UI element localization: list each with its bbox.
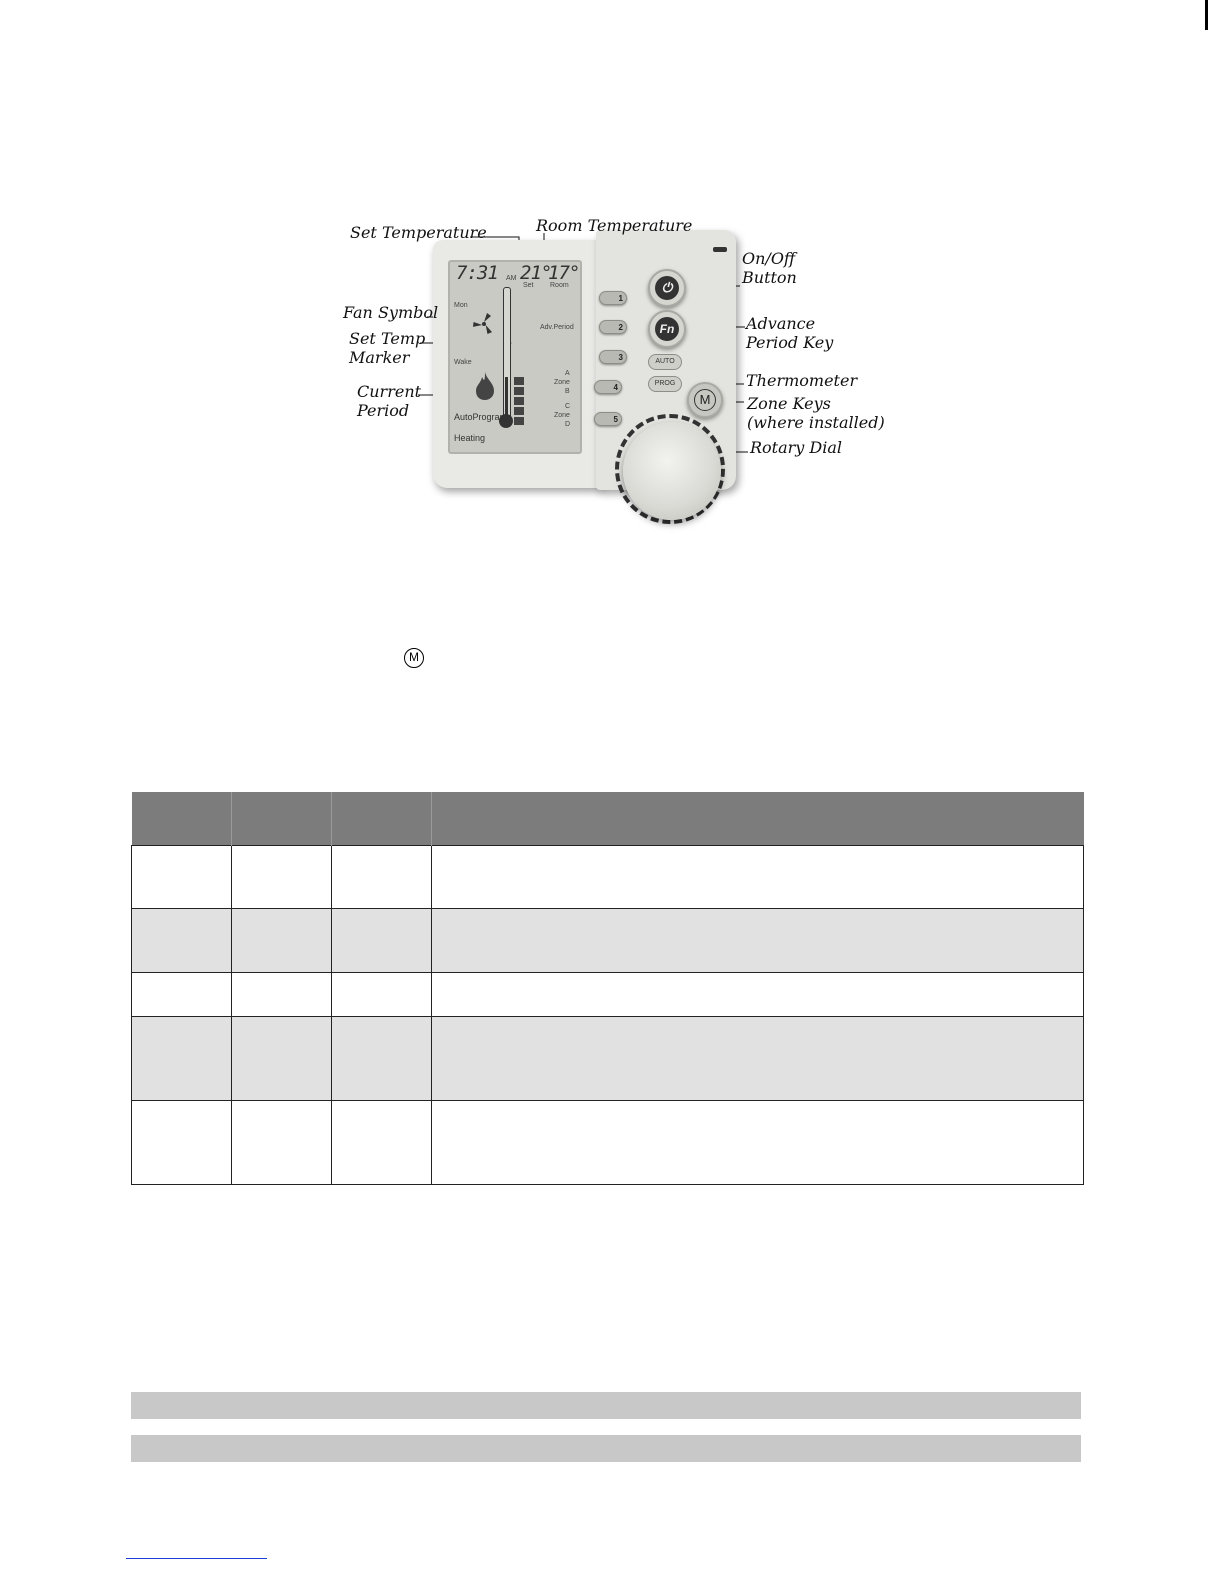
power-icon: ⏻ [655, 276, 679, 300]
flame-icon [474, 372, 496, 400]
table-row [132, 909, 1084, 973]
zone-key-4[interactable]: 4 [594, 380, 622, 394]
lcd-screen [448, 260, 582, 454]
table-header-cell [132, 792, 232, 846]
info-table [131, 792, 1084, 1185]
callout-fan-symbol: Fan Symbol [343, 303, 439, 322]
table-cell [432, 1017, 1084, 1101]
table-header-cell [432, 792, 1084, 846]
lcd-room-label: Room [550, 282, 569, 289]
lcd-mode: AutoProgram [454, 412, 508, 422]
table-cell [232, 973, 332, 1017]
table-cell [232, 1101, 332, 1185]
callout-advance-line-2: Period Key [746, 333, 834, 352]
lcd-zone-b: B [565, 388, 570, 395]
callout-on-off-line-1: On/Off [742, 249, 796, 268]
table-cell [232, 846, 332, 909]
lcd-zone-label-1: Zone [554, 379, 570, 386]
table-cell [132, 1101, 232, 1185]
callout-current-period-line-2: Period [357, 401, 410, 420]
section-bar [131, 1435, 1081, 1462]
lcd-status: Heating [454, 433, 486, 443]
table-cell [332, 973, 432, 1017]
prog-key[interactable]: PROG [648, 376, 682, 392]
thermometer-scale-blocks [514, 377, 524, 427]
table-header-cell [232, 792, 332, 846]
fn-advance-period-button[interactable] [648, 310, 686, 348]
fan-icon [472, 312, 496, 336]
lcd-zone-d: D [565, 421, 571, 428]
table-cell [332, 846, 432, 909]
callout-current-period [357, 382, 421, 420]
lcd-zone-label-2: Zone [554, 412, 570, 419]
auto-key[interactable]: AUTO [648, 354, 682, 370]
table-cell [432, 973, 1084, 1017]
thermostat-diagram [330, 205, 890, 515]
table-header-row [132, 792, 1084, 846]
m-key-label: M [694, 389, 716, 411]
callout-thermometer: Thermometer [746, 371, 858, 390]
section-bar [131, 1392, 1081, 1419]
table-row [132, 973, 1084, 1017]
table-cell [132, 846, 232, 909]
callout-on-off-button [742, 249, 797, 287]
lcd-zone-c: C [565, 403, 571, 410]
lcd-adv-period: Adv.Period [540, 324, 574, 331]
table-row [132, 846, 1084, 909]
table-cell [432, 1101, 1084, 1185]
rotary-dial[interactable] [623, 422, 721, 520]
callout-advance-line-1: Advance [746, 314, 816, 333]
zone-key-2[interactable]: 2 [599, 320, 627, 334]
table-cell [232, 909, 332, 973]
status-led [713, 247, 727, 252]
lcd-time: 7:31 [456, 262, 498, 284]
table-cell [332, 909, 432, 973]
callout-zone-keys-line-1: Zone Keys [747, 394, 831, 413]
table-cell [132, 973, 232, 1017]
callout-zone-keys-line-2: (where installed) [747, 413, 885, 432]
table-header-cell [332, 792, 432, 846]
callout-set-temp-marker [349, 329, 425, 367]
callout-advance-period-key [746, 314, 833, 352]
lcd-am: AM [506, 275, 517, 282]
m-key-symbol-icon: M [404, 648, 424, 668]
lcd-set-value: 21° [520, 262, 552, 284]
lcd-room-value: 17° [548, 262, 580, 284]
zone-key-1[interactable]: 1 [599, 291, 627, 305]
zone-key-3[interactable]: 3 [599, 350, 627, 364]
table-cell [232, 1017, 332, 1101]
table-cell [332, 1101, 432, 1185]
on-off-button[interactable] [648, 269, 686, 307]
table-row [132, 1017, 1084, 1101]
zone-key-5[interactable]: 5 [594, 412, 622, 426]
table-cell [432, 909, 1084, 973]
callout-current-period-line-1: Current [357, 382, 422, 401]
lcd-zone-a: A [565, 370, 570, 377]
page-edge-rule [1205, 0, 1208, 30]
fn-key-label: Fn [655, 317, 679, 341]
lcd-day: Mon [454, 302, 468, 309]
lcd-period: Wake [454, 359, 472, 366]
table-cell [332, 1017, 432, 1101]
footer-link-underline[interactable] [126, 1558, 267, 1559]
table-cell [132, 909, 232, 973]
callout-set-temperature: Set Temperature [350, 223, 487, 242]
callout-zone-keys [747, 394, 885, 432]
lcd-set-label: Set [523, 282, 534, 289]
table-cell [432, 846, 1084, 909]
table-row [132, 1101, 1084, 1185]
callout-set-temp-line-2: Marker [349, 348, 410, 367]
callout-on-off-line-2: Button [742, 268, 797, 287]
callout-rotary-dial: Rotary Dial [750, 438, 843, 457]
callout-room-temperature: Room Temperature [536, 216, 693, 235]
table-cell [132, 1017, 232, 1101]
m-button[interactable] [687, 382, 723, 418]
callout-set-temp-line-1: Set Temp [349, 329, 426, 348]
